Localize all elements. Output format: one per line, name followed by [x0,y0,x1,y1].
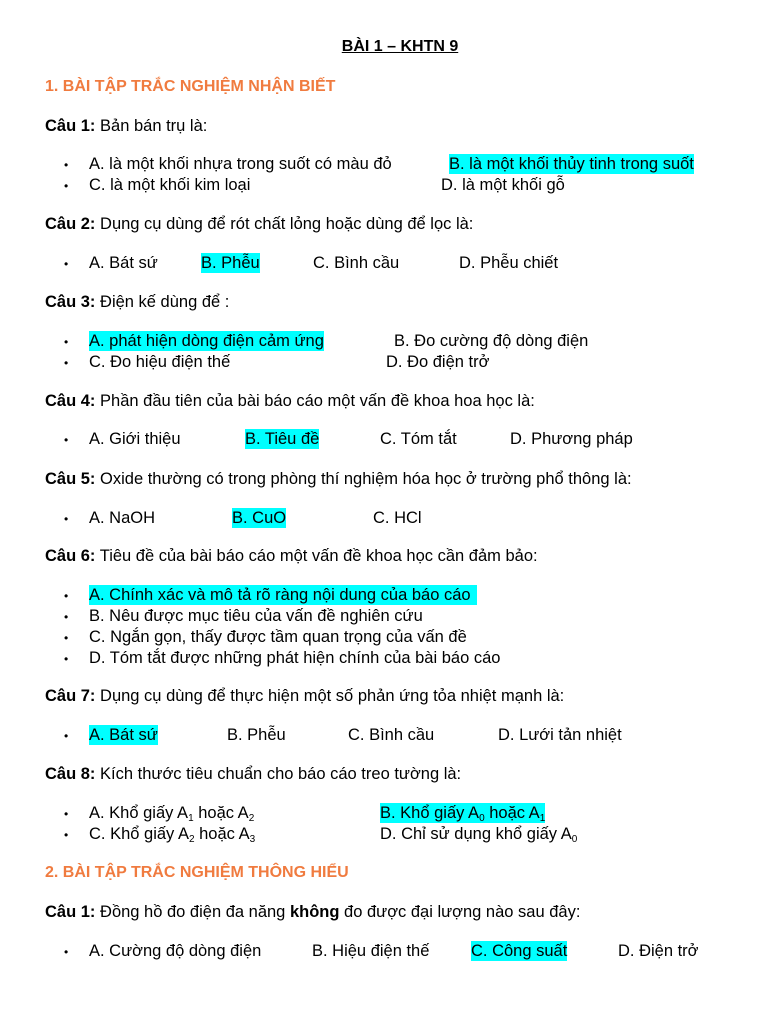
bullet-icon: • [64,335,69,349]
option-b-answer: B. là một khối thủy tinh trong suốt [449,155,694,173]
option-d: D. Đo điện trở [386,353,490,371]
option-c: C. Ngắn gọn, thấy được tầm quan trọng của vấn đề [89,628,467,646]
bullet-icon: • [64,729,69,743]
option-d: D. Phễu chiết [459,254,559,272]
option-c: C. Bình cầu [348,726,435,744]
bullet-icon: • [64,257,69,271]
option-b-answer: B. CuO [232,509,287,527]
question-text: Oxide thường có trong phòng thí nghiệm hóa học ở trường phổ thông là: [100,470,632,488]
question-text: Dụng cụ dùng để thực hiện một số phản ứng tỏa nhiệt mạnh là: [100,687,565,705]
question-label: Câu 8: [45,765,96,783]
document-title: BÀI 1 – KHTN 9 [341,38,459,55]
bullet-icon: • [64,652,69,666]
question-5 [45,469,632,489]
question-text: Điện kế dùng để : [100,293,230,311]
option-c: C. Đo hiệu điện thế [89,353,231,371]
question-label: Câu 1: [45,117,96,135]
option-b: B. Đo cường độ dòng điện [394,332,589,350]
option-d: D. Phương pháp [510,430,633,448]
question-2-1: Câu 1: Đồng hồ đo điện đa năng không đo được đại lượng nào sau đây: [45,903,581,921]
option-d: D. là một khối gỗ [441,176,565,194]
option-b: B. Nêu được mục tiêu của vấn đề nghiên cứu [89,607,423,625]
option-c: C. Tóm tắt [380,430,457,448]
question-label: Câu 5: [45,470,96,488]
section-heading-comprehension: 2. BÀI TẬP TRẮC NGHIỆM THÔNG HIỂU [45,864,349,881]
option-b-answer: B. Khổ giấy $A_0$ hoặc $A_1$ [380,804,546,824]
option-a: A. Cường độ dòng điện [89,942,262,960]
question-4 [45,391,535,411]
bullet-icon: • [64,179,69,193]
option-a-answer: A. Chính xác và mô tả rõ ràng nội dung của báo cáo [89,585,477,605]
question-label: Câu 4: [45,392,96,410]
bullet-icon: • [64,631,69,645]
bullet-icon: • [64,158,69,172]
question-label: Câu 3: [45,293,96,311]
option-a-answer: A. phát hiện dòng điện cảm ứng [89,332,324,350]
option-c: C. HCl [373,509,422,527]
bullet-icon: • [64,356,69,370]
option-b: B. Phễu [227,726,286,744]
bullet-icon: • [64,807,69,821]
question-6 [45,546,538,566]
option-c-answer: C. Công suất [471,942,568,960]
question-label: Câu 6: [45,547,96,565]
option-a: A. Bát sứ [89,254,158,272]
question-label: Câu 7: [45,687,96,705]
question-label: Câu 2: [45,215,96,233]
option-d: D. Tóm tắt được những phát hiện chính của bài báo cáo [89,649,501,667]
option-b: B. Hiệu điện thế [312,942,430,960]
bullet-icon: • [64,945,69,959]
option-a: A. NaOH [89,509,156,527]
option-d: D. Điện trở [618,942,699,960]
option-b-answer: B. Phễu [201,254,260,272]
option-a: A. Khổ giấy $A_1$ hoặc $A_2$ [89,804,255,824]
question-3 [45,292,229,312]
bullet-icon: • [64,828,69,842]
option-b-answer: B. Tiêu đề [245,430,320,448]
bullet-icon: • [64,512,69,526]
bullet-icon: • [64,610,69,624]
question-text: Tiêu đề của bài báo cáo một vấn đề khoa học cần đảm bảo: [99,547,538,565]
bullet-icon: • [64,433,69,447]
emphasis-text: không [289,903,340,921]
option-a: A. Giới thiệu [89,430,181,448]
option-c: C. là một khối kim loại [89,176,251,194]
question-1 [45,116,207,136]
question-text: Kích thước tiêu chuẩn cho báo cáo treo tường là: [100,765,462,783]
question-text: Phần đầu tiên của bài báo cáo một vấn đề khoa hoa học là: [100,392,535,410]
option-a: A. là một khối nhựa trong suốt có màu đỏ [89,155,392,173]
option-c: C. Khổ giấy $A_2$ hoặc $A_3$ [89,825,256,845]
option-d: D. Lưới tản nhiệt [498,726,622,744]
question-2 [45,214,473,234]
question-text: Dụng cụ dùng để rót chất lỏng hoặc dùng để lọc là: [100,215,474,233]
question-label: Câu 1: [45,903,96,921]
bullet-icon: • [64,589,69,603]
option-a-answer: A. Bát sứ [89,726,158,744]
question-7 [45,686,564,706]
section-heading-recognition: 1. BÀI TẬP TRẮC NGHIỆM NHẬN BIẾT [45,78,336,95]
option-d: D. Chỉ sử dụng khổ giấy $A_0$ [380,825,578,845]
option-c: C. Bình cầu [313,254,400,272]
question-8 [45,764,461,784]
question-text: Bản bán trụ là: [100,117,208,135]
